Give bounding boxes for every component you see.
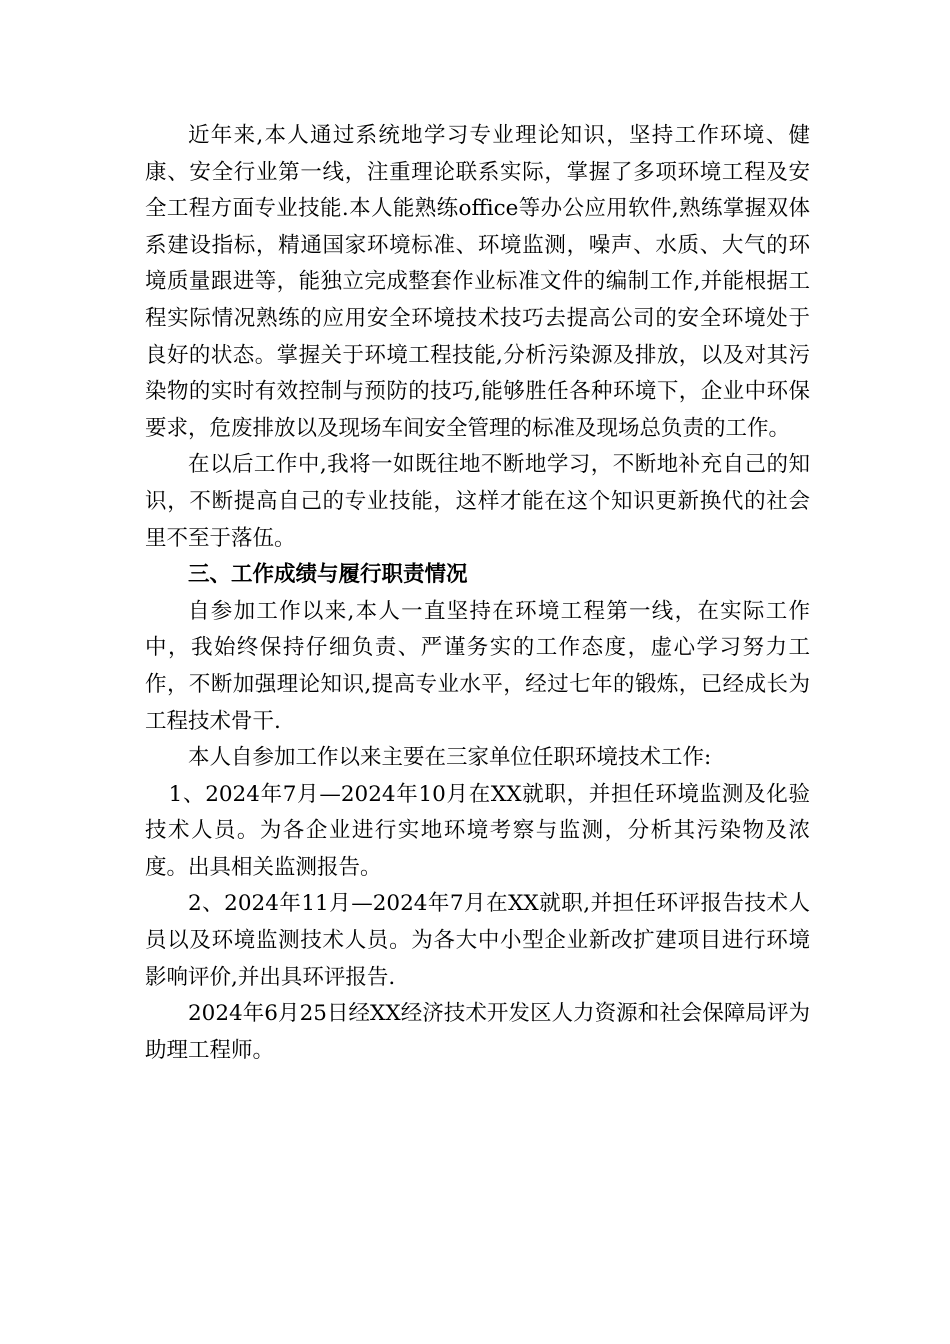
paragraph-work-attitude: 自参加工作以来,本人一直坚持在环境工程第一线，在实际工作中，我始终保持仔细负责、严谨务实的工作态度，虚心学习努力工作，不断加强理论知识,提高专业水平，经过七年的锻炼，已经成长为工程技术骨干. bbox=[145, 598, 810, 734]
document-page bbox=[145, 118, 810, 1069]
paragraph-skills: 近年来,本人通过系统地学习专业理论知识，坚持工作环境、健康、安全行业第一线，注重理论联系实际，掌握了多项环境工程及安全工程方面专业技能.本人能熟练office等办公应用软件,熟练掌握双体系建设指标，精通国家环境标准、环境监测，噪声、水质、大气的环境质量跟进等，能独立完成整套作业标准文件的编制工作,并能根据工程实际情况熟练的应用安全环境技术技巧去提高公司的安全环境处于良好的状态。掌握关于环境工程技能,分析污染源及排放，以及对其污染物的实时有效控制与预防的技巧,能够胜任各种环境下，企业中环保要求，危废排放以及现场车间安全管理的标准及现场总负责的工作。 bbox=[145, 123, 810, 441]
section-heading-achievements: 三、工作成绩与履行职责情况 bbox=[188, 562, 468, 588]
paragraph-title-award: 2024年6月25日经XX经济技术开发区人力资源和社会保障局评为助理工程师。 bbox=[145, 1001, 810, 1063]
list-item-employment-2: 2、2024年11月—2024年7月在XX就职,并担任环评报告技术人员以及环境监测技术人员。为各大中小型企业新改扩建项目进行环境影响评价,并出具环评报告. bbox=[145, 891, 810, 990]
list-item-employment-1: 1、2024年7月—2024年10月在XX就职，并担任环境监测及化验技术人员。为各企业进行实地环境考察与监测，分析其污染物及浓度。出具相关监测报告。 bbox=[145, 781, 810, 880]
paragraph-future-learning: 在以后工作中,我将一如既往地不断地学习，不断地补充自己的知识，不断提高自己的专业技能，这样才能在这个知识更新换代的社会里不至于落伍。 bbox=[145, 452, 810, 551]
paragraph-employment-intro: 本人自参加工作以来主要在三家单位任职环境技术工作: bbox=[188, 745, 712, 771]
